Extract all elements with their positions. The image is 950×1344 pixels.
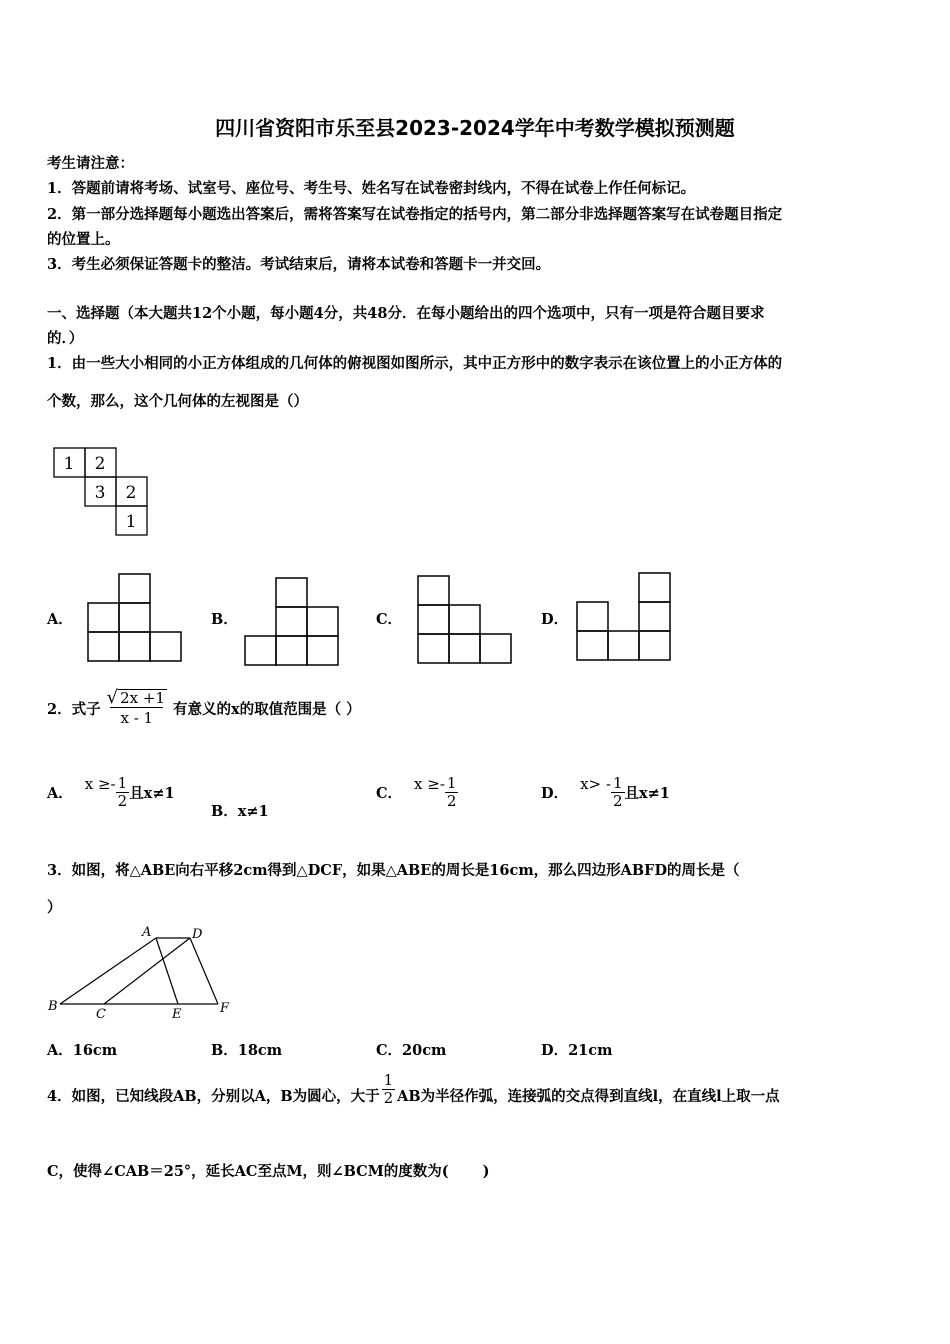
point-label: D: [192, 927, 203, 942]
q3-option-c: C．20cm: [376, 1042, 447, 1059]
sqrt-icon: √: [106, 687, 119, 709]
q1-option-d-label: D．: [541, 611, 569, 628]
line-ba: [60, 938, 156, 1004]
option-tail: 且x≠1: [129, 785, 175, 803]
q2-suffix: 有意义的x的取值范围是（ ）: [172, 700, 361, 718]
option-expr: x ≥-: [84, 774, 116, 793]
notice-item-3: 3．考生必须保证答题卡的整洁。考试结束后，请将本试卷和答题卡一并交回。: [47, 256, 551, 273]
q1-option-c-figure: [416, 574, 516, 666]
notice-item-1: 1．答题前请将考场、试室号、座位号、考生号、姓名写在试卷密封线内，不得在试卷上作任何标记。: [47, 180, 696, 197]
line-cd: [104, 938, 190, 1004]
frac-den: 2: [383, 1089, 394, 1108]
q4-text: [47, 1072, 780, 1108]
q3-figure: [46, 924, 236, 1024]
point-label: F: [220, 1001, 230, 1016]
q1-top-view-grid: [52, 446, 152, 536]
q1-option-a-figure: [86, 572, 186, 664]
point-label: C: [96, 1007, 106, 1022]
notice-heading: 考生请注意：: [47, 155, 134, 172]
q4-text-cont: C，使得∠CAB＝25°，延长AC至点M，则∠BCM的度数为( ): [47, 1163, 490, 1180]
option-label: A．: [47, 785, 73, 803]
q4-text-b: AB为半径作弧，连接弧的交点得到直线l，在直线l上取一点: [397, 1088, 780, 1106]
frac-den: 2: [117, 792, 128, 811]
q2-expression: [105, 689, 169, 728]
notice-item-2-cont: 的位置上。: [47, 231, 120, 248]
q1-text: 1．由一些大小相同的小正方体组成的几何体的俯视图如图所示，其中正方形中的数字表示在该位置上的小正方体的: [47, 355, 783, 372]
frac-num: 1: [612, 774, 623, 792]
section-heading: 一、选择题（本大题共12个小题，每小题4分，共48分．在每小题给出的四个选项中，只有一项是符合题目要求: [47, 305, 765, 322]
option-expr: x> -: [580, 774, 611, 793]
grid-number: 1: [125, 512, 137, 532]
line-df: [190, 938, 218, 1004]
q2-denominator: x - 1: [110, 707, 163, 727]
q3-option-d: D．21cm: [541, 1042, 613, 1059]
q3-text: 3．如图，将△ABE向右平移2cm得到△DCF，如果△ABE的周长是16cm，那么四边形ABFD的周长是（: [47, 862, 740, 879]
q2-option-d: [541, 775, 670, 811]
grid-number: 2: [94, 454, 106, 474]
frac-den: 2: [612, 792, 623, 811]
q2-prefix: 2．式子: [47, 700, 101, 718]
frac-den: 2: [446, 792, 457, 811]
q3-text-cont: ）: [47, 899, 62, 916]
q2-text: [47, 689, 361, 728]
frac-num: 1: [117, 774, 128, 792]
option-label: B．: [211, 803, 238, 820]
q2-option-c: [376, 775, 458, 811]
line-ae: [156, 938, 178, 1004]
q1-option-a-label: A．: [47, 611, 73, 628]
q1-option-b-figure: [243, 576, 343, 668]
option-label: C．: [376, 785, 403, 803]
frac-num: 1: [383, 1071, 394, 1089]
option-expr: x ≥-: [414, 774, 445, 793]
q2-option-b: [211, 800, 269, 821]
page-title: 四川省资阳市乐至县2023-2024学年中考数学模拟预测题: [215, 116, 735, 140]
q1-option-d-figure: [575, 571, 675, 663]
grid-number: 3: [94, 483, 106, 503]
option-label: D．: [541, 785, 569, 803]
point-label: E: [172, 1007, 182, 1022]
option-text: x≠1: [237, 803, 269, 820]
grid-number: 2: [125, 483, 137, 503]
notice-item-2: 2．第一部分选择题每小题选出答案后，需将答案写在试卷指定的括号内，第二部分非选择题答案写在试卷题目指定: [47, 206, 783, 223]
q1-option-b-label: B．: [211, 611, 238, 628]
q4-text-a: 4．如图，已知线段AB，分别以A，B为圆心，大于: [47, 1088, 380, 1106]
frac-num: 1: [446, 774, 457, 792]
q3-option-b: B．18cm: [211, 1042, 283, 1059]
q3-option-a: A．16cm: [47, 1042, 118, 1059]
q2-option-a: [47, 775, 175, 811]
q2-sqrt-expr: 2x +1: [120, 689, 165, 707]
option-tail: 且x≠1: [624, 785, 670, 803]
section-heading-cont: 的．）: [47, 330, 84, 347]
grid-number: 1: [63, 454, 75, 474]
q1-text-cont: 个数，那么，这个几何体的左视图是（）: [47, 393, 308, 410]
point-label: B: [48, 999, 58, 1014]
point-label: A: [142, 925, 152, 940]
q1-option-c-label: C．: [376, 611, 403, 628]
